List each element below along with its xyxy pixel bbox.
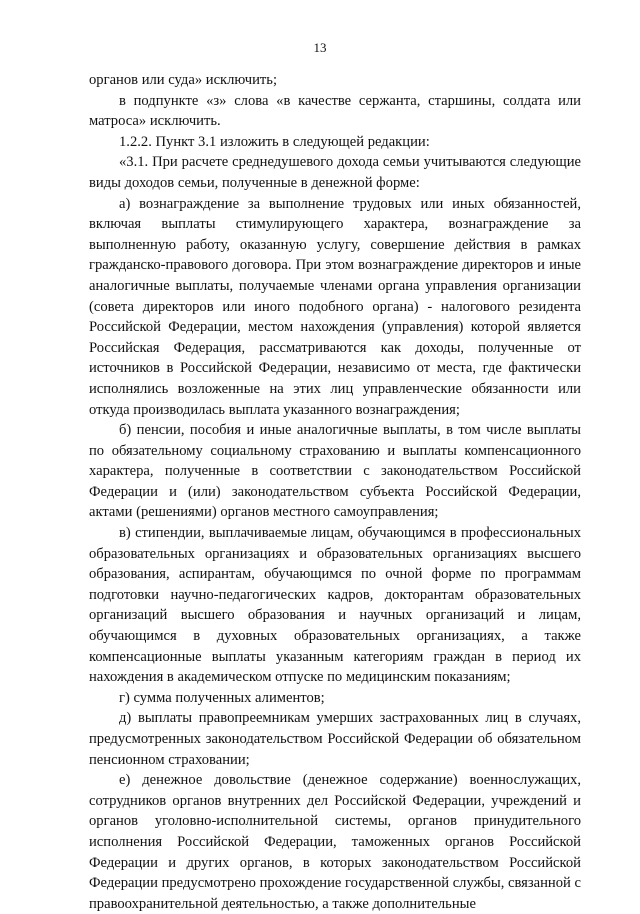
paragraph-3-1: «3.1. При расчете среднедушевого дохода семьи учитываются следующие виды доходов семьи, полученные в денежной форме: <box>89 154 581 191</box>
document-body <box>89 70 581 914</box>
paragraph-item-b: б) пенсии, пособия и иные аналогичные выплаты, в том числе выплаты по обязательному социальному страхованию и выплаты компенсационного характера, полученные в соответствии с законодательством Российской Федерации и (или) законодательством субъекта Российской Федерации, актами (решениями) органов местного самоуправления; <box>89 422 581 521</box>
paragraph-item-a: а) вознаграждение за выполнение трудовых или иных обязанностей, включая выплаты стимулирующего характера, вознаграждение за выполненную работу, оказанную услугу, совершение действия в рамках гражданско-правового договора. При этом вознаграждение директоров и иные аналогичные выплаты, получаемые членами органа управления организации (совета директоров или иного подобного органа) - налогового резидента Российской Федерации, местом нахождения (управления) которой является Российская Федерация, рассматриваются как доходы, полученные от источников в Российской Федерации, независимо от места, где фактически исполнялись возложенные на этих лиц управленческие обязанности или откуда производилась выплата указанного вознаграждения; <box>89 195 581 418</box>
paragraph-item-d: д) выплаты правопреемникам умерших застрахованных лиц в случаях, предусмотренных законодательством Российской Федерации об обязательном пенсионном страховании; <box>89 710 581 768</box>
paragraph-subpoint-z: в подпункте «з» слова «в качестве сержанта, старшины, солдата или матроса» исключить. <box>89 92 581 130</box>
paragraph-item-g: г) сумма полученных алиментов; <box>119 689 325 706</box>
paragraph-1-2-2: 1.2.2. Пункт 3.1 изложить в следующей редакции: <box>119 133 430 150</box>
paragraph-continuation: органов или суда» исключить; <box>89 72 278 88</box>
paragraph-item-e: е) денежное довольствие (денежное содержание) военнослужащих, сотрудников органов внутренних дел Российской Федерации, учреждений и органов уголовно-исполнительной системы, органов принудительного исполнения Российской Федерации, таможенных органов Российской Федерации и других органов, в которых законодательством Российской Федерации предусмотрено прохождение государственной службы, связанной с правоохранительной деятельностью, а также дополнительные <box>89 772 581 912</box>
paragraph-item-v: в) стипендии, выплачиваемые лицам, обучающимся в профессиональных образовательных организациях и образовательных организациях высшего образования, аспирантам, обучающимся по очной форме по программам подготовки научно-педагогических кадров, докторантам образовательных организаций высшего образования и научных организаций и лицам, обучающимся в духовных образовательных организациях, а также компенсационные выплаты указанным категориям граждан в период их нахождения в академическом отпуске по медицинским показаниям; <box>89 525 581 686</box>
page-number: 13 <box>313 40 327 55</box>
